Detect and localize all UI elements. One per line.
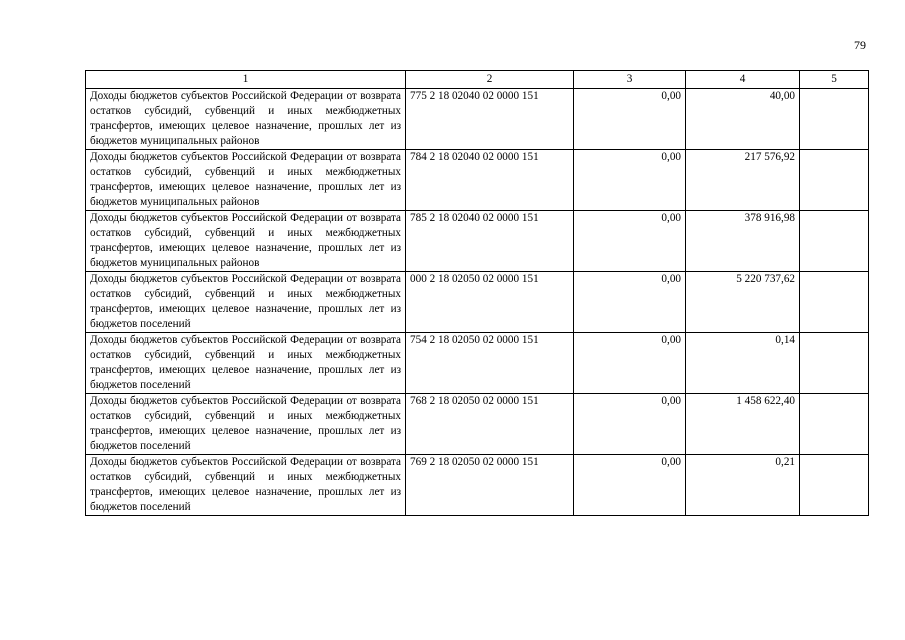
- table-body: [86, 89, 869, 516]
- table-row: [86, 89, 869, 150]
- table-row: [86, 455, 869, 516]
- column-4-value: 1 458 622,40: [686, 394, 800, 455]
- budget-classification-code: 775 2 18 02040 02 0000 151: [406, 89, 574, 150]
- column-5-value: [800, 394, 869, 455]
- revenue-description: Доходы бюджетов субъектов Российской Федерации от возврата остатков субсидий, субвенций и иных межбюджетных трансфертов, имеющих целевое назначение, прошлых лет из бюджетов поселений: [86, 394, 406, 455]
- column-header-2: 2: [406, 71, 574, 89]
- column-3-value: 0,00: [574, 89, 686, 150]
- column-3-value: 0,00: [574, 150, 686, 211]
- column-4-value: 40,00: [686, 89, 800, 150]
- column-4-value: 378 916,98: [686, 211, 800, 272]
- table-row: [86, 150, 869, 211]
- revenue-description: Доходы бюджетов субъектов Российской Федерации от возврата остатков субсидий, субвенций и иных межбюджетных трансфертов, имеющих целевое назначение, прошлых лет из бюджетов муниципальных районов: [86, 211, 406, 272]
- column-5-value: [800, 455, 869, 516]
- table-header: [86, 71, 869, 89]
- budget-classification-code: 769 2 18 02050 02 0000 151: [406, 455, 574, 516]
- budget-classification-code: 784 2 18 02040 02 0000 151: [406, 150, 574, 211]
- revenue-description: Доходы бюджетов субъектов Российской Федерации от возврата остатков субсидий, субвенций и иных межбюджетных трансфертов, имеющих целевое назначение, прошлых лет из бюджетов муниципальных районов: [86, 150, 406, 211]
- column-5-value: [800, 272, 869, 333]
- table-row: [86, 272, 869, 333]
- column-4-value: 0,21: [686, 455, 800, 516]
- column-header-1: 1: [86, 71, 406, 89]
- column-4-value: 5 220 737,62: [686, 272, 800, 333]
- column-4-value: 0,14: [686, 333, 800, 394]
- column-header-4: 4: [686, 71, 800, 89]
- budget-revenue-table: [85, 70, 869, 516]
- budget-classification-code: 785 2 18 02040 02 0000 151: [406, 211, 574, 272]
- column-3-value: 0,00: [574, 272, 686, 333]
- header-row: [86, 71, 869, 89]
- column-5-value: [800, 89, 869, 150]
- table-row: [86, 394, 869, 455]
- column-5-value: [800, 211, 869, 272]
- table-row: [86, 211, 869, 272]
- budget-classification-code: 000 2 18 02050 02 0000 151: [406, 272, 574, 333]
- budget-classification-code: 768 2 18 02050 02 0000 151: [406, 394, 574, 455]
- column-header-5: 5: [800, 71, 869, 89]
- revenue-description: Доходы бюджетов субъектов Российской Федерации от возврата остатков субсидий, субвенций и иных межбюджетных трансфертов, имеющих целевое назначение, прошлых лет из бюджетов поселений: [86, 272, 406, 333]
- column-3-value: 0,00: [574, 394, 686, 455]
- page-number: 79: [854, 38, 866, 52]
- column-4-value: 217 576,92: [686, 150, 800, 211]
- revenue-description: Доходы бюджетов субъектов Российской Федерации от возврата остатков субсидий, субвенций и иных межбюджетных трансфертов, имеющих целевое назначение, прошлых лет из бюджетов поселений: [86, 455, 406, 516]
- table-row: [86, 333, 869, 394]
- budget-classification-code: 754 2 18 02050 02 0000 151: [406, 333, 574, 394]
- column-header-3: 3: [574, 71, 686, 89]
- column-3-value: 0,00: [574, 333, 686, 394]
- revenue-description: Доходы бюджетов субъектов Российской Федерации от возврата остатков субсидий, субвенций и иных межбюджетных трансфертов, имеющих целевое назначение, прошлых лет из бюджетов муниципальных районов: [86, 89, 406, 150]
- revenue-description: Доходы бюджетов субъектов Российской Федерации от возврата остатков субсидий, субвенций и иных межбюджетных трансфертов, имеющих целевое назначение, прошлых лет из бюджетов поселений: [86, 333, 406, 394]
- column-5-value: [800, 150, 869, 211]
- column-5-value: [800, 333, 869, 394]
- column-3-value: 0,00: [574, 211, 686, 272]
- column-3-value: 0,00: [574, 455, 686, 516]
